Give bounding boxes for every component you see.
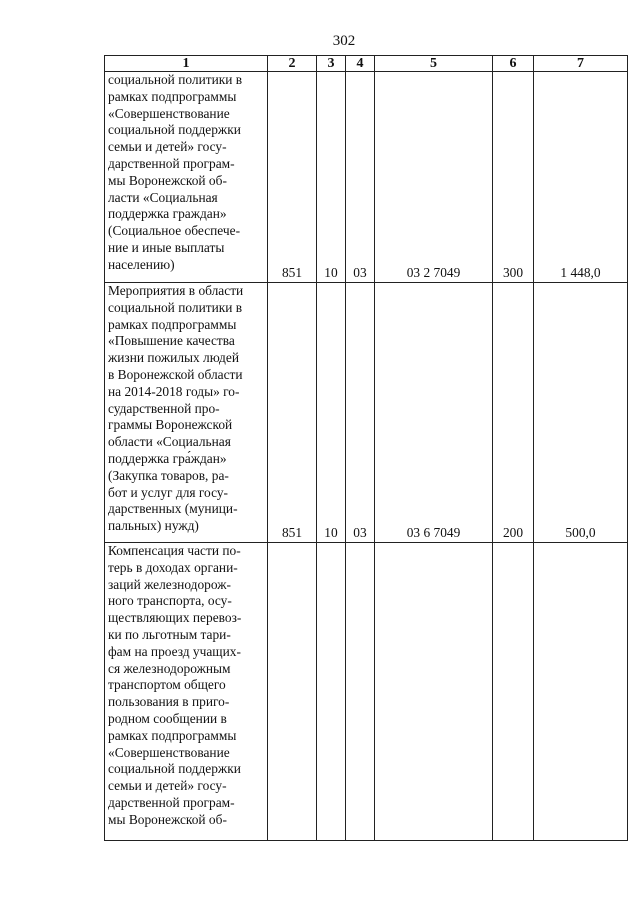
description-line: поддержка граждан» [108, 206, 227, 222]
description-line: поддержка гра́ждан» [108, 450, 227, 466]
description-line: (Социальное обеспече- [108, 223, 241, 239]
section-code: 10 [317, 72, 346, 283]
description-line: ществляющих перевоз- [108, 610, 242, 626]
description-line: (Закупка товаров, ра- [108, 467, 229, 483]
description-line: дарственной програм- [108, 155, 235, 171]
description-line: на 2014-2018 годы» го- [108, 383, 240, 399]
description-line: родном сообщении в [108, 710, 227, 726]
amount: 500,0 [534, 283, 628, 543]
table-header-row [105, 56, 628, 72]
description-line: «Совершенствование [108, 105, 230, 121]
section-code: 10 [317, 283, 346, 543]
subsection-code [346, 543, 375, 841]
expense-type-code [493, 543, 534, 841]
description-line: населению) [108, 256, 175, 272]
description-line: семьи и детей» госу- [108, 778, 227, 794]
row-description [105, 283, 268, 543]
ministry-code: 851 [268, 72, 317, 283]
description-line: Компенсация части по- [108, 543, 241, 558]
table-row [105, 72, 628, 283]
header-col-6: 6 [493, 56, 534, 72]
description-line: «Повышение качества [108, 333, 235, 349]
description-line: области «Социальная [108, 434, 231, 450]
description-line: мы Воронежской об- [108, 172, 227, 188]
description-line: ки по льготным тари- [108, 626, 231, 642]
description-line: социальной поддержки [108, 761, 241, 777]
description-line: социальной политики в [108, 72, 243, 87]
row-description [105, 72, 268, 283]
description-line: бот и услуг для госу- [108, 484, 229, 500]
description-line: ние и иные выплаты [108, 239, 225, 255]
ministry-code [268, 543, 317, 841]
header-col-7: 7 [534, 56, 628, 72]
description-line: социальной политики в [108, 299, 243, 315]
description-line: ся железнодорожным [108, 660, 231, 676]
table-row [105, 543, 628, 841]
header-col-1: 1 [105, 56, 268, 72]
description-line: ного транспорта, осу- [108, 593, 232, 609]
expense-type-code: 200 [493, 283, 534, 543]
page-number: 302 [332, 33, 356, 49]
target-article-code: 03 2 7049 [375, 72, 493, 283]
description-line: дарственных (муници- [108, 501, 238, 517]
amount [534, 543, 628, 841]
row-description [105, 543, 268, 841]
description-line: рамках подпрограммы [108, 316, 237, 332]
description-line: Мероприятия в области [108, 283, 244, 298]
header-col-2: 2 [268, 56, 317, 72]
description-line: «Совершенствование [108, 744, 230, 760]
section-code [317, 543, 346, 841]
description-line: жизни пожилых людей [108, 350, 239, 366]
description-line: пользования в приго- [108, 694, 230, 710]
description-line: терь в доходах органи- [108, 559, 238, 575]
description-line: социальной поддержки [108, 122, 241, 138]
target-article-code: 03 6 7049 [375, 283, 493, 543]
budget-table [104, 55, 628, 841]
description-line: фам на проезд учащих- [108, 643, 241, 659]
subsection-code: 03 [346, 72, 375, 283]
description-line: рамках подпрограммы [108, 88, 237, 104]
header-col-3: 3 [317, 56, 346, 72]
description-line: дарственной програм- [108, 794, 235, 810]
ministry-code: 851 [268, 283, 317, 543]
description-line: пальных) нужд) [108, 518, 199, 534]
description-line: заций железнодорож- [108, 576, 231, 592]
description-line: транспортом общего [108, 677, 226, 693]
subsection-code: 03 [346, 283, 375, 543]
description-line: рамках подпрограммы [108, 727, 237, 743]
expense-type-code: 300 [493, 72, 534, 283]
target-article-code [375, 543, 493, 841]
description-line: в Воронежской области [108, 366, 243, 382]
description-line: семьи и детей» госу- [108, 139, 227, 155]
description-line: мы Воронежской об- [108, 811, 227, 827]
header-col-4: 4 [346, 56, 375, 72]
description-line: граммы Воронежской [108, 417, 233, 433]
amount: 1 448,0 [534, 72, 628, 283]
description-line: ласти «Социальная [108, 189, 218, 205]
header-col-5: 5 [375, 56, 493, 72]
description-line: сударственной про- [108, 400, 220, 416]
table-row [105, 283, 628, 543]
